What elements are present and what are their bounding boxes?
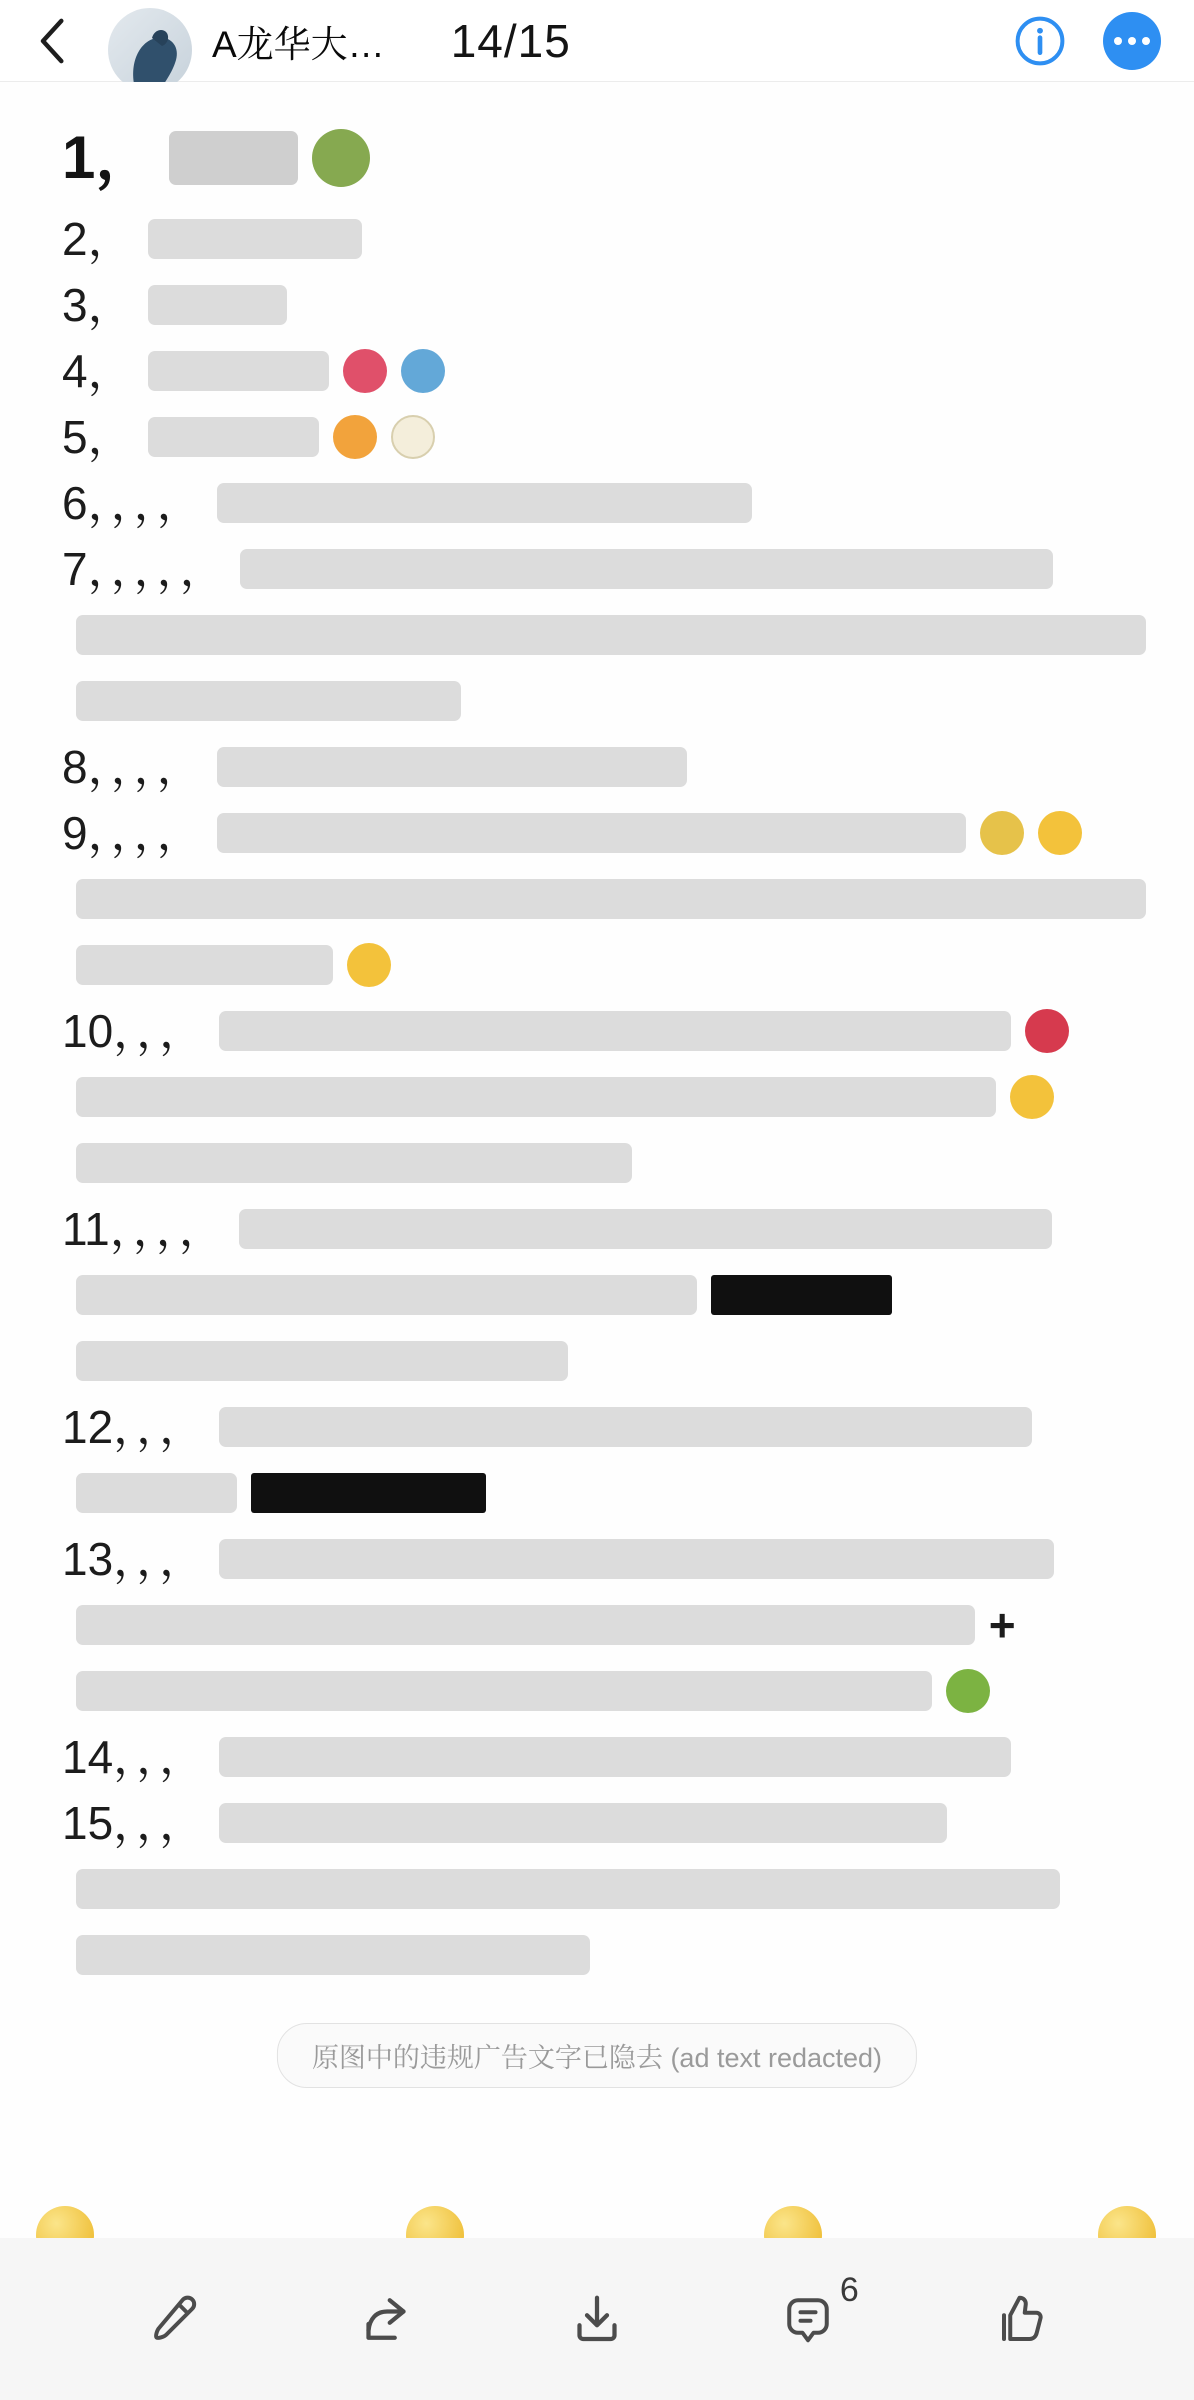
page-counter: 14/15 (450, 14, 571, 67)
redacted-text-line (62, 206, 1132, 272)
text-lines (0, 82, 1194, 1988)
hand-emoji (1038, 811, 1082, 855)
censor-black-bar (711, 1275, 893, 1315)
redacted-text-bar (240, 549, 1053, 589)
line-number: 11，，，， (62, 1203, 225, 1255)
redacted-text-line (62, 1592, 1132, 1658)
redacted-text-line (62, 272, 1132, 338)
redacted-text-line (62, 536, 1132, 602)
redacted-text-bar (217, 483, 752, 523)
lips-emoji (1025, 1009, 1069, 1053)
redacted-text-bar (148, 417, 319, 457)
redaction-notice: 原图中的违规广告文字已隐去 (ad text redacted) (277, 2023, 917, 2088)
toolbar (0, 2238, 1194, 2400)
avatar-figure (108, 8, 192, 92)
redacted-text-line (62, 1658, 1132, 1724)
line-number: 15，，， (62, 1797, 206, 1849)
line-number: 12，，， (62, 1401, 206, 1453)
redacted-text-line (62, 932, 1132, 998)
redacted-text-bar (219, 1011, 1011, 1051)
line-number: 9，，，， (62, 807, 203, 859)
redacted-text-bar (76, 879, 1146, 919)
plus-glyph: + (988, 1599, 1016, 1651)
redacted-text-bar (217, 813, 966, 853)
header-bar (0, 0, 1194, 82)
redacted-text-line (62, 1856, 1132, 1922)
tongue-emoji (343, 349, 387, 393)
back-button[interactable] (26, 13, 82, 69)
redacted-text-line (62, 1130, 1132, 1196)
dragon-emoji (312, 129, 370, 187)
redacted-text-line (62, 1922, 1132, 1988)
redacted-text-bar (76, 1275, 697, 1315)
redacted-text-line (62, 1262, 1132, 1328)
redacted-text-bar (76, 1077, 996, 1117)
share-button[interactable] (341, 2269, 431, 2369)
redacted-text-line (62, 800, 1132, 866)
redacted-text-bar (76, 1143, 632, 1183)
redacted-text-bar (76, 1671, 932, 1711)
chevron-left-icon (32, 15, 76, 67)
line-number: 13，，， (62, 1533, 206, 1585)
fish-emoji (401, 349, 445, 393)
redacted-text-bar (148, 351, 330, 391)
redacted-text-bar (76, 1341, 568, 1381)
redacted-text-line (62, 998, 1132, 1064)
line-number: 1， (62, 124, 156, 191)
partial-emoji (764, 2206, 822, 2238)
chat-title[interactable]: A龙华大… (212, 23, 385, 65)
thumbs-up-icon (989, 2289, 1049, 2349)
redacted-text-bar (169, 131, 297, 185)
comment-bubble-icon (778, 2289, 838, 2349)
info-circle-icon (1012, 13, 1068, 69)
redacted-text-line (62, 1394, 1132, 1460)
redacted-text-line (62, 1328, 1132, 1394)
redacted-text-bar (239, 1209, 1052, 1249)
redacted-text-bar (148, 219, 362, 259)
more-button[interactable] (1100, 9, 1164, 73)
redacted-text-bar (76, 1473, 237, 1513)
redacted-text-bar (76, 1869, 1060, 1909)
redacted-text-line (62, 470, 1132, 536)
redacted-text-bar (76, 615, 1146, 655)
line-number: 7，，，，， (62, 543, 226, 595)
comment-button[interactable] (763, 2269, 859, 2369)
avatar[interactable] (108, 8, 192, 92)
redacted-text-line (62, 866, 1132, 932)
chick-emoji (333, 415, 377, 459)
redacted-text-bar (219, 1407, 1032, 1447)
redacted-text-line (62, 1790, 1132, 1856)
line-number: 8，，，， (62, 741, 203, 793)
redacted-text-bar (219, 1803, 947, 1843)
download-button[interactable] (552, 2269, 642, 2369)
like-button[interactable] (974, 2269, 1064, 2369)
redacted-text-line (62, 734, 1132, 800)
line-number: 2， (62, 213, 134, 265)
leaf-emoji (946, 1669, 990, 1713)
egg-emoji (391, 415, 435, 459)
money-emoji (980, 811, 1024, 855)
info-button[interactable] (1008, 9, 1072, 73)
pencil-icon (145, 2289, 205, 2349)
more-dots-icon (1103, 12, 1161, 70)
redacted-text-line (62, 602, 1132, 668)
viewed-image[interactable] (0, 82, 1194, 2238)
partial-emoji (1098, 2206, 1156, 2238)
redacted-text-bar (76, 945, 333, 985)
hand-emoji (1010, 1075, 1054, 1119)
edit-button[interactable] (130, 2269, 220, 2369)
redacted-text-line (62, 1064, 1132, 1130)
line-number: 6，，，， (62, 477, 203, 529)
line-number: 10，，， (62, 1005, 206, 1057)
line-number: 14，，， (62, 1731, 206, 1783)
hand-emoji (347, 943, 391, 987)
redacted-text-bar (76, 1605, 975, 1645)
censor-black-bar (251, 1473, 486, 1513)
redacted-text-bar (76, 1935, 590, 1975)
partial-emoji (406, 2206, 464, 2238)
redacted-text-bar (219, 1737, 1011, 1777)
redacted-text-line (62, 1460, 1132, 1526)
redacted-text-line (62, 668, 1132, 734)
redacted-text-bar (217, 747, 688, 787)
comment-count-badge: 6 (839, 2271, 859, 2309)
partial-emoji (36, 2206, 94, 2238)
redacted-text-bar (219, 1539, 1054, 1579)
redacted-text-line (62, 404, 1132, 470)
redacted-text-line (62, 110, 1132, 206)
redacted-text-line (62, 1724, 1132, 1790)
redacted-text-bar (148, 285, 287, 325)
share-arrow-icon (355, 2289, 417, 2349)
line-number: 5， (62, 411, 134, 463)
redacted-text-bar (76, 681, 461, 721)
redacted-text-line (62, 338, 1132, 404)
redacted-text-line (62, 1526, 1132, 1592)
download-icon (567, 2289, 627, 2349)
line-number: 3， (62, 279, 134, 331)
redacted-text-line (62, 1196, 1132, 1262)
line-number: 4， (62, 345, 134, 397)
